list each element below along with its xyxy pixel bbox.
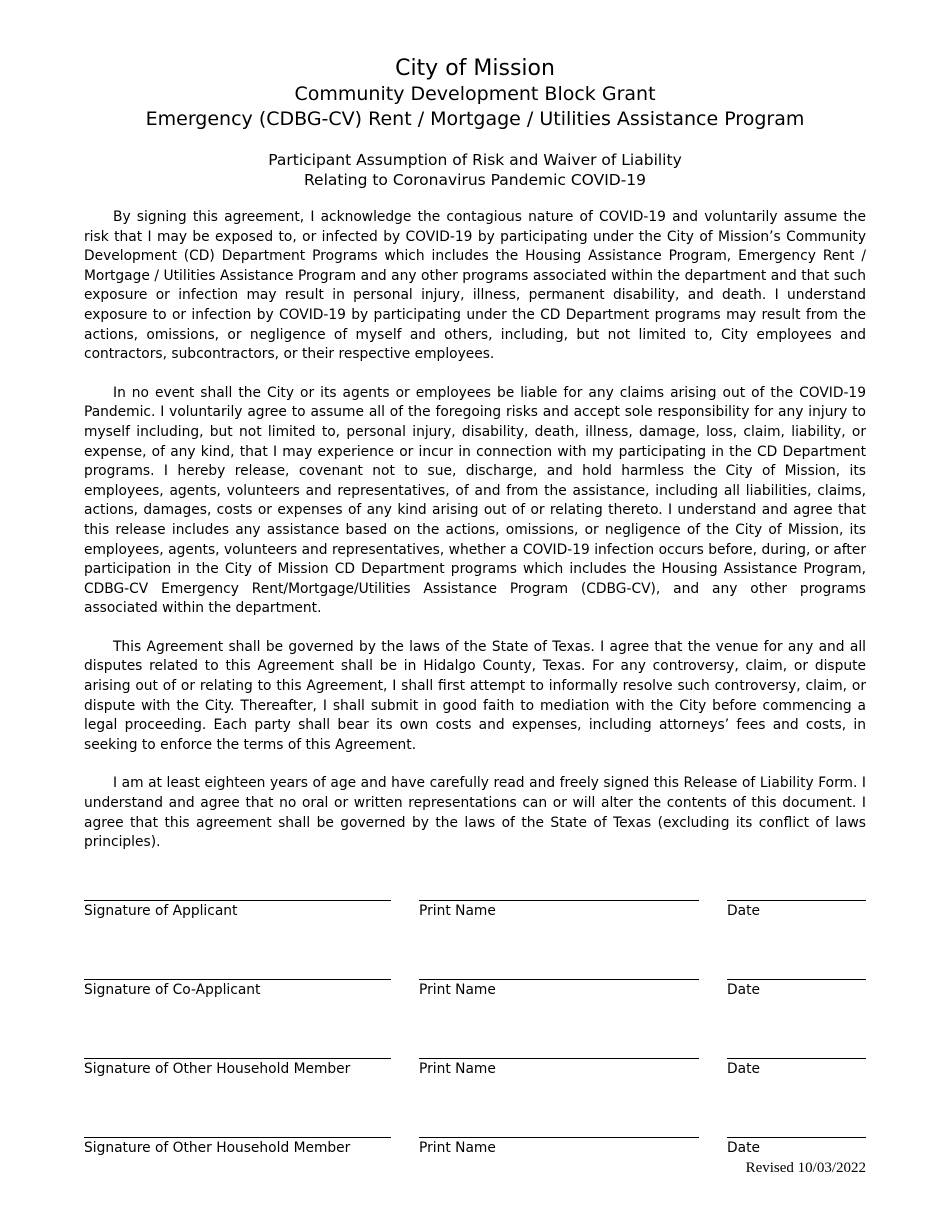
date-label: Date — [727, 1140, 760, 1156]
date-line[interactable] — [727, 1137, 866, 1138]
covid-title: Relating to Coronavirus Pandemic COVID-19 — [303, 171, 647, 189]
document-header — [84, 56, 866, 132]
date-label: Date — [727, 982, 760, 998]
waiver-subtitle — [84, 150, 866, 190]
signature-line[interactable] — [84, 1137, 391, 1138]
print-name-label: Print Name — [419, 1140, 496, 1156]
program-title: Emergency (CDBG-CV) Rent / Mortgage / Utilities Assistance Program — [145, 108, 805, 130]
print-name-label: Print Name — [419, 982, 496, 998]
waiver-title: Participant Assumption of Risk and Waiver of Liability — [268, 151, 682, 169]
signature-row-household-member-1 — [84, 1058, 866, 1137]
signature-label: Signature of Co-Applicant — [84, 982, 261, 998]
signature-row-co-applicant — [84, 979, 866, 1058]
paragraph-release-of-liability: In no event shall the City or its agents or employees be liable for any claims arising out of the COVID-19 Pandemic. I voluntarily agree to assume all of the foregoing risks and accept sole responsibility for any injury to myself including, but not limited to, personal injury, disability, death, illness, damage, loss, claim, liability, or expense, of any kind, that I may experience or incur in connection with my participating in the CD Department programs. I hereby release, covenant not to sue, discharge, and hold harmless the City of Mission, its employees, agents, volunteers and representatives, of and from the assistance, including all liabilities, claims, actions, damages, costs or expenses of any kind arising out of or relating thereto. I understand and agree that this release includes any assistance based on the actions, omissions, or negligence of the City of Mission, its employees, agents, volunteers and representatives, whether a COVID-19 infection occurs before, during, or after participation in the City of Mission CD Department programs which includes the Housing Assistance Program, CDBG-CV Emergency Rent/Mortgage/Utilities Assistance Program (CDBG-CV), and any other programs associated within the department. — [84, 384, 866, 617]
date-label: Date — [727, 903, 760, 919]
date-line[interactable] — [727, 1058, 866, 1059]
print-name-line[interactable] — [419, 1058, 699, 1059]
grant-title: Community Development Block Grant — [294, 83, 656, 105]
paragraph-assumption-of-risk: By signing this agreement, I acknowledge the contagious nature of COVID-19 and voluntarily assume the risk that I may be exposed to, or infected by COVID-19 by participating under the City of Mission’s Community Development (CD) Department Programs which includes the Housing Assistance Program, Emergency Rent / Mortgage / Utilities Assistance Program and any other programs associated within the department and that such exposure or infection may result in personal injury, illness, permanent disability, and death. I understand exposure to or infection by COVID-19 by participating under the CD Department programs may result from the actions, omissions, or negligence of myself and others, including, but not limited to, City employees and contractors, subcontractors, or their respective employees. — [84, 209, 866, 363]
signature-label: Signature of Applicant — [84, 903, 238, 919]
date-label: Date — [727, 1061, 760, 1077]
paragraph-age-acknowledgement: I am at least eighteen years of age and have carefully read and freely signed this Release of Liability Form. I understand and agree that no oral or written representations can or will alter the contents of this document. I agree that this agreement shall be governed by the laws of the State of Texas (excluding its conflict of laws principles). — [84, 775, 866, 851]
signature-label: Signature of Other Household Member — [84, 1061, 351, 1077]
print-name-line[interactable] — [419, 900, 699, 901]
print-name-line[interactable] — [419, 1137, 699, 1138]
signature-line[interactable] — [84, 1058, 391, 1059]
signature-line[interactable] — [84, 979, 391, 980]
document-page — [84, 56, 866, 872]
print-name-label: Print Name — [419, 903, 496, 919]
print-name-label: Print Name — [419, 1061, 496, 1077]
signature-label: Signature of Other Household Member — [84, 1140, 351, 1156]
signature-line[interactable] — [84, 900, 391, 901]
signature-row-applicant — [84, 900, 866, 979]
print-name-line[interactable] — [419, 979, 699, 980]
agreement-body — [84, 208, 866, 853]
date-line[interactable] — [727, 979, 866, 980]
paragraph-governing-law: This Agreement shall be governed by the laws of the State of Texas. I agree that the venue for any and all disputes related to this Agreement shall be in Hidalgo County, Texas. For any controversy, claim, or dispute arising out of or relating to this Agreement, I shall first attempt to informally resolve such controversy, claim, or dispute with the City. Thereafter, I shall submit in good faith to mediation with the City before commencing a legal proceeding. Each party shall bear its own costs and expenses, including attorneys’ fees and costs, in seeking to enforce the terms of this Agreement. — [84, 638, 866, 753]
date-line[interactable] — [727, 900, 866, 901]
city-title: City of Mission — [395, 56, 555, 81]
revision-date: Revised 10/03/2022 — [745, 1160, 866, 1176]
